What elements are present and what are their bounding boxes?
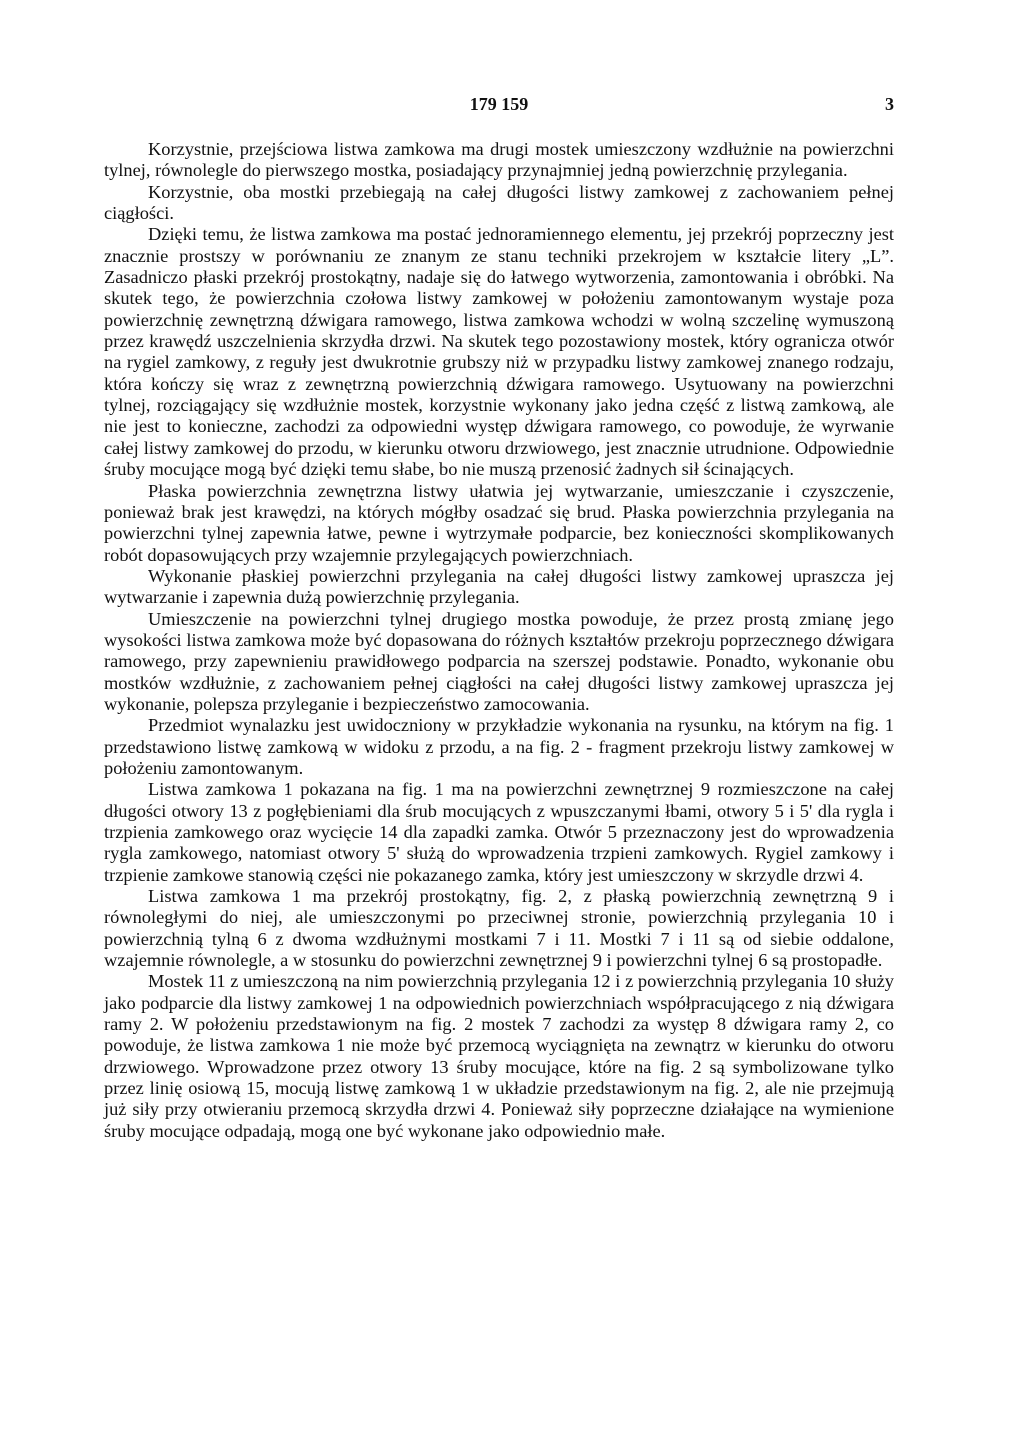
paragraph: Listwa zamkowa 1 ma przekrój prostokątny, fig. 2, z płaską powierzchnią zewnętrzną 9 i równoległymi do niej, ale umieszczonymi po przeciwnej stronie, powierzchnią przylegania 10 i powierzchnią tylną 6 z dwoma wzdłużnymi mostkami 7 i 11. Mostki 7 i 11 są od siebie oddalone, wzajemnie równolegle, a w stosunku do powierzchni zewnętrznej 9 i powierzchni tylnej 6 są prostopadłe. xyxy=(104,886,894,971)
paragraph: Korzystnie, oba mostki przebiegają na całej długości listwy zamkowej z zachowaniem pełnej ciągłości. xyxy=(104,181,894,224)
paragraph: Korzystnie, przejściowa listwa zamkowa ma drugi mostek umieszczony wzdłużnie na powierzchni tylnej, równolegle do pierwszego mostka, posiadający przynajmniej jedną powierzchnię przylegania. xyxy=(104,139,894,181)
paragraph: Listwa zamkowa 1 pokazana na fig. 1 ma na powierzchni zewnętrznej 9 rozmieszczone na całej długości otwory 13 z pogłębieniami dla śrub mocujących z wpuszczanymi łbami, otwory 5 i 5' dla rygla i trzpienia zamkowego oraz wycięcie 14 dla zapadki zamka. Otwór 5 przeznaczony jest do wprowadzenia rygla zamkowego, natomiast otwory 5' służą do wprowadzenia trzpieni zamkowych. Rygiel zamkowy i trzpienie zamkowe stanowią części nie pokazanego zamka, który jest umieszczony w skrzydle drzwi 4. xyxy=(104,779,894,885)
patent-number: 179 159 xyxy=(469,94,529,114)
paragraph: Umieszczenie na powierzchni tylnej drugiego mostka powoduje, że przez prostą zmianę jego wysokości listwa zamkowa może być dopasowana do różnych kształtów przekroju poprzecznego dźwigara ramowego, przy zapewnieniu prawidłowego podparcia na szerszej podstawie. Ponadto, wykonanie obu mostków wzdłużnie, z zachowaniem pełnej ciągłości na całej długości listwy zamkowej upraszcza jej wykonanie, polepsza przyleganie i bezpieczeństwo zamocowania. xyxy=(104,608,894,714)
page-header xyxy=(104,94,894,118)
paragraph: Przedmiot wynalazku jest uwidoczniony w przykładzie wykonania na rysunku, na którym na fig. 1 przedstawiono listwę zamkową w widoku z przodu, a na fig. 2 - fragment przekroju listwy zamkowej w położeniu zamontowanym. xyxy=(104,715,894,778)
paragraph: Dzięki temu, że listwa zamkowa ma postać jednoramiennego elementu, jej przekrój poprzeczny jest znacznie prostszy w porównaniu ze znanym ze stanu techniki przekrojem w kształcie litery „L”. Zasadniczo płaski przekrój prostokątny, nadaje się do łatwego wytworzenia, zamontowania i obróbki. Na skutek tego, że powierzchnia czołowa listwy zamkowej w położeniu zamontowanym wystaje poza powierzchnię zewnętrzną dźwigara ramowego, listwa zamkowa wchodzi w wolną szczelinę wymuszoną przez krawędź uszczelnienia skrzydła drzwi. Na skutek tego pozostawiony mostek, który ogranicza otwór na rygiel zamkowy, z reguły jest dwukrotnie grubszy niż w przypadku listwy zamkowej znanego rodzaju, która kończy się wraz z zewnętrzną powierzchnią dźwigara ramowego. Usytuowany na powierzchni tylnej, rozciągający się wzdłużnie mostek, korzystnie wykonany jako jedna część z listwą zamkową, ale nie jest to konieczne, zachodzi za odpowiedni występ dźwigara ramowego, co powoduje, że wyrwanie całej listwy zamkowej do przodu, w kierunku otworu drzwiowego, jest znacznie utrudnione. Odpowiednie śruby mocujące mogą być dzięki temu słabe, bo nie muszą przenosić żadnych sił ścinających. xyxy=(104,224,894,480)
paragraph: Mostek 11 z umieszczoną na nim powierzchnią przylegania 12 i z powierzchnią przylegania 10 służy jako podparcie dla listwy zamkowej 1 na odpowiednich powierzchniach współpracującego z nią dźwigara ramy 2. W położeniu przedstawionym na fig. 2 mostek 7 zachodzi za występ 8 dźwigara ramy 2, co powoduje, że listwa zamkowa 1 nie może być przemocą wyciągnięta na zewnątrz w kierunku do otworu drzwiowego. Wprowadzone przez otwory 13 śruby mocujące, które na fig. 2 są symbolizowane tylko przez linię osiową 15, mocują listwę zamkową 1 w układzie przedstawionym na fig. 2, ale nie przejmują już siły przy otwieraniu przemocą skrzydła drzwi 4. Ponieważ siły poprzeczne działające na wymienione śruby mocujące odpadają, mogą one być wykonane jako odpowiednio małe. xyxy=(104,971,894,1141)
paragraph: Wykonanie płaskiej powierzchni przylegania na całej długości listwy zamkowej upraszcza jej wytwarzanie i zapewnia dużą powierzchnię przylegania. xyxy=(104,565,894,608)
document-body xyxy=(104,139,894,1142)
paragraph: Płaska powierzchnia zewnętrzna listwy ułatwia jej wytwarzanie, umieszczanie i czyszczenie, ponieważ brak jest krawędzi, na których mógłby osadzać się brud. Płaska powierzchnia przylegania na powierzchni tylnej zapewnia łatwe, pewne i wytrzymałe podparcie, bez konieczności skomplikowanych robót dopasowujących przy wzajemnie przylegających powierzchniach. xyxy=(104,480,894,565)
page-number: 3 xyxy=(885,94,894,114)
document-page xyxy=(104,0,894,1448)
